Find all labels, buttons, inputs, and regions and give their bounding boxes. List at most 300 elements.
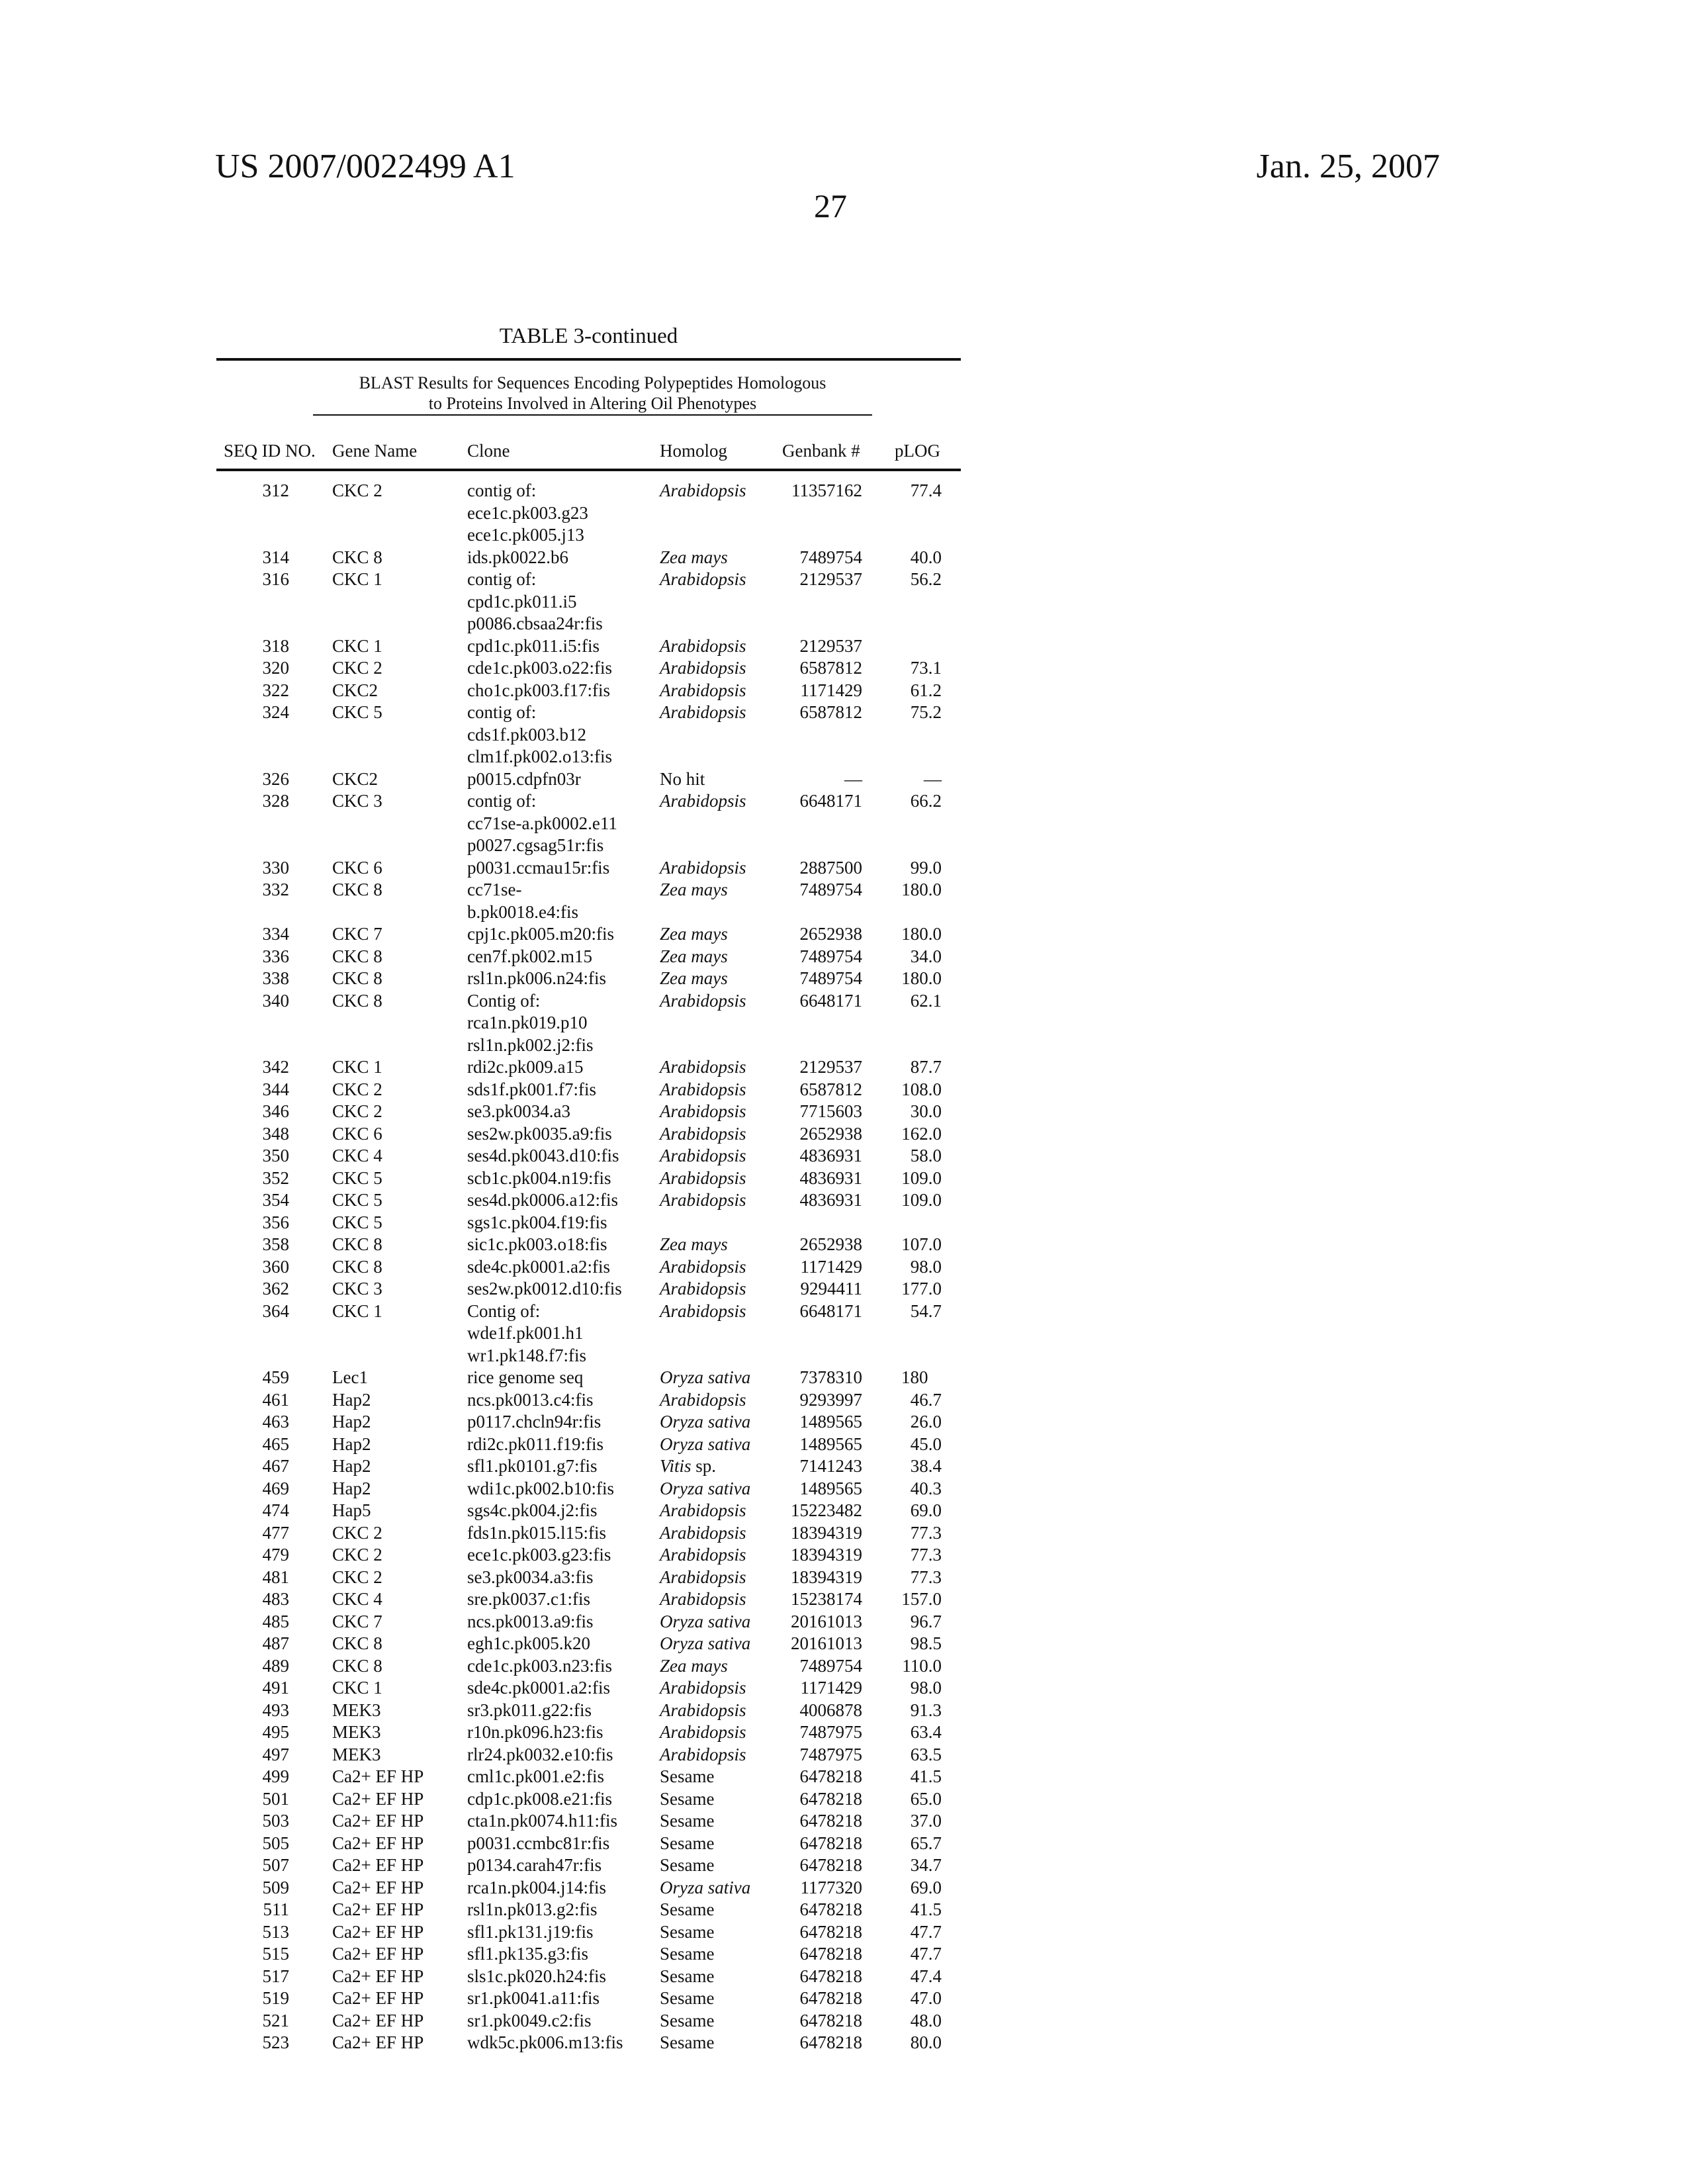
clone-line: ece1c.pk005.j13 (467, 524, 584, 547)
seq-id: 332 (218, 879, 289, 901)
genbank-number: 7715603 (761, 1101, 862, 1123)
homolog-text: Sesame (660, 1944, 714, 1964)
homolog-species: Oryza sativa (660, 1479, 750, 1498)
gene-name: CKC 6 (332, 857, 382, 880)
clone-line: cpj1c.pk005.m20:fis (467, 923, 614, 946)
homolog-text: Sesame (660, 1789, 714, 1809)
seq-id: 519 (218, 1987, 289, 2010)
gene-name: Ca2+ EF HP (332, 1766, 424, 1788)
homolog-species: Zea mays (660, 1656, 728, 1676)
gene-name: Ca2+ EF HP (332, 1987, 424, 2010)
clone-line: ses4d.pk0043.d10:fis (467, 1145, 619, 1167)
seq-id: 360 (218, 1256, 289, 1279)
homolog (660, 1145, 746, 1167)
clone-line: cds1f.pk003.b12 (467, 724, 586, 747)
seq-id: 322 (218, 680, 289, 702)
column-header-seq-id: SEQ ID NO. (224, 441, 316, 461)
clone-line: sds1f.pk001.f7:fis (467, 1079, 596, 1101)
table-top-rule (216, 358, 961, 361)
plog-value: 98.5 (873, 1633, 942, 1655)
seq-id: 511 (218, 1899, 289, 1921)
clone-line: Contig of: (467, 1300, 540, 1323)
column-header-genbank: Genbank # (782, 441, 860, 461)
genbank-number: 6648171 (761, 790, 862, 813)
genbank-number: 18394319 (761, 1567, 862, 1589)
plog-value: 96.7 (873, 1611, 942, 1633)
genbank-number: 1171429 (761, 1677, 862, 1700)
seq-id: 352 (218, 1167, 289, 1190)
plog-value: 41.5 (873, 1899, 942, 1921)
gene-name: CKC 2 (332, 480, 382, 502)
homolog (660, 1189, 746, 1212)
clone-line: cc71se- (467, 879, 521, 901)
genbank-number: 6478218 (761, 1833, 862, 1855)
homolog (660, 790, 746, 813)
genbank-number: 2652938 (761, 923, 862, 946)
genbank-number: 2129537 (761, 635, 862, 658)
homolog-text: Sesame (660, 1855, 714, 1875)
genbank-number: 2652938 (761, 1123, 862, 1146)
clone-line: p0086.cbsaa24r:fis (467, 613, 603, 635)
genbank-number: 4006878 (761, 1700, 862, 1722)
genbank-number: 6478218 (761, 1899, 862, 1921)
clone-line: ncs.pk0013.c4:fis (467, 1389, 593, 1412)
homolog-species: Arabidopsis (660, 1124, 746, 1144)
gene-name: CKC 2 (332, 1567, 382, 1589)
seq-id: 507 (218, 1854, 289, 1877)
homolog (660, 547, 728, 569)
clone-line: sde4c.pk0001.a2:fis (467, 1256, 610, 1279)
genbank-number: 7141243 (761, 1455, 862, 1478)
seq-id: 497 (218, 1744, 289, 1766)
homolog (660, 1788, 714, 1811)
caption-line-2: to Proteins Involved in Altering Oil Phenotypes (313, 393, 872, 414)
column-header-gene-name: Gene Name (332, 441, 417, 461)
plog-value: 34.7 (873, 1854, 942, 1877)
clone-line: wde1f.pk001.h1 (467, 1322, 583, 1345)
homolog (660, 1478, 750, 1500)
genbank-number: 4836931 (761, 1167, 862, 1190)
clone-line: sic1c.pk003.o18:fis (467, 1234, 607, 1256)
genbank-number: 9294411 (761, 1278, 862, 1300)
clone-line: sfl1.pk135.g3:fis (467, 1943, 588, 1966)
homolog-text: Sesame (660, 1833, 714, 1853)
genbank-number: 20161013 (761, 1611, 862, 1633)
homolog-species: Arabidopsis (660, 991, 746, 1011)
column-header-clone: Clone (467, 441, 510, 461)
plog-value: 54.7 (873, 1300, 942, 1323)
clone-line: wdi1c.pk002.b10:fis (467, 1478, 614, 1500)
gene-name: CKC 8 (332, 968, 382, 990)
clone-line: p0031.ccmbc81r:fis (467, 1833, 609, 1855)
homolog (660, 768, 705, 791)
homolog-species: Zea mays (660, 968, 728, 988)
gene-name: CKC 6 (332, 1123, 382, 1146)
genbank-number: 1489565 (761, 1433, 862, 1456)
genbank-number: 7489754 (761, 946, 862, 968)
gene-name: Ca2+ EF HP (332, 1921, 424, 1944)
homolog (660, 657, 746, 680)
homolog (660, 1899, 714, 1921)
homolog-text: sp. (691, 1456, 717, 1476)
homolog-text: Sesame (660, 1988, 714, 2008)
header-rule (216, 469, 961, 471)
genbank-number: 6478218 (761, 1943, 862, 1966)
clone-line: ses4d.pk0006.a12:fis (467, 1189, 618, 1212)
homolog-species: Zea mays (660, 880, 728, 899)
plog-value: 61.2 (873, 680, 942, 702)
plog-value: 99.0 (873, 857, 942, 880)
genbank-number: 7489754 (761, 879, 862, 901)
seq-id: 499 (218, 1766, 289, 1788)
homolog-species: Arabidopsis (660, 1567, 746, 1587)
homolog-text: Sesame (660, 2032, 714, 2052)
plog-value: 108.0 (873, 1079, 942, 1101)
plog-value: 180 (901, 1367, 928, 1389)
seq-id: 479 (218, 1544, 289, 1567)
genbank-number: 2129537 (761, 569, 862, 591)
seq-id: 312 (218, 480, 289, 502)
genbank-number: 15238174 (761, 1588, 862, 1611)
genbank-number: 6478218 (761, 1854, 862, 1877)
plog-value: 48.0 (873, 2010, 942, 2032)
genbank-number: 6478218 (761, 1921, 862, 1944)
clone-line: cc71se-a.pk0002.e11 (467, 813, 617, 835)
gene-name: Ca2+ EF HP (332, 1854, 424, 1877)
gene-name: CKC 8 (332, 946, 382, 968)
homolog-species: Arabidopsis (660, 791, 746, 811)
homolog-text: Sesame (660, 2011, 714, 2030)
seq-id: 326 (218, 768, 289, 791)
homolog-text: Sesame (660, 1766, 714, 1786)
homolog-species: Arabidopsis (660, 858, 746, 878)
publication-number: US 2007/0022499 A1 (215, 147, 515, 186)
gene-name: CKC 1 (332, 1677, 382, 1700)
plog-value: 38.4 (873, 1455, 942, 1478)
homolog (660, 569, 746, 591)
homolog-species: Arabidopsis (660, 1257, 746, 1277)
genbank-number: 6587812 (761, 702, 862, 724)
homolog (660, 1567, 746, 1589)
seq-id: 461 (218, 1389, 289, 1412)
gene-name: CKC 7 (332, 923, 382, 946)
seq-id: 465 (218, 1433, 289, 1456)
gene-name: Ca2+ EF HP (332, 1899, 424, 1921)
clone-line: sde4c.pk0001.a2:fis (467, 1677, 610, 1700)
homolog-species: Vitis (660, 1456, 691, 1476)
genbank-number: 20161013 (761, 1633, 862, 1655)
homolog (660, 1677, 746, 1700)
clone-line: cde1c.pk003.o22:fis (467, 657, 612, 680)
seq-id: 348 (218, 1123, 289, 1146)
homolog-species: Oryza sativa (660, 1878, 750, 1897)
plog-value: 65.0 (873, 1788, 942, 1811)
homolog (660, 1455, 716, 1478)
plog-value: 62.1 (873, 990, 942, 1013)
plog-value: 41.5 (873, 1766, 942, 1788)
clone-line: sr1.pk0049.c2:fis (467, 2010, 591, 2032)
seq-id: 338 (218, 968, 289, 990)
homolog-species: Arabidopsis (660, 1168, 746, 1188)
clone-line: ids.pk0022.b6 (467, 547, 568, 569)
homolog-species: Arabidopsis (660, 1101, 746, 1121)
genbank-number: 6478218 (761, 1987, 862, 2010)
gene-name: CKC 7 (332, 1611, 382, 1633)
clone-line: Contig of: (467, 990, 540, 1013)
seq-id: 495 (218, 1721, 289, 1744)
homolog (660, 1278, 746, 1300)
genbank-number: 2129537 (761, 1056, 862, 1079)
seq-id: 459 (218, 1367, 289, 1389)
plog-value: 47.0 (873, 1987, 942, 2010)
plog-value: 66.2 (873, 790, 942, 813)
plog-value: 77.3 (873, 1522, 942, 1545)
homolog (660, 480, 746, 502)
seq-id: 501 (218, 1788, 289, 1811)
homolog-species: Zea mays (660, 924, 728, 944)
homolog (660, 879, 728, 901)
seq-id: 340 (218, 990, 289, 1013)
homolog (660, 1300, 746, 1323)
seq-id: 521 (218, 2010, 289, 2032)
genbank-number: 6587812 (761, 1079, 862, 1101)
plog-value: — (873, 768, 942, 791)
gene-name: CKC 8 (332, 990, 382, 1013)
clone-line: ncs.pk0013.a9:fis (467, 1611, 593, 1633)
seq-id: 354 (218, 1189, 289, 1212)
homolog-species: Arabidopsis (660, 1745, 746, 1764)
plog-value: 46.7 (873, 1389, 942, 1412)
gene-name: Lec1 (332, 1367, 368, 1389)
homolog (660, 1234, 728, 1256)
homolog (660, 1522, 746, 1545)
seq-id: 362 (218, 1278, 289, 1300)
clone-line: egh1c.pk005.k20 (467, 1633, 590, 1655)
clone-line: contig of: (467, 702, 536, 724)
homolog-species: Arabidopsis (660, 1678, 746, 1698)
plog-value: 180.0 (873, 968, 942, 990)
seq-id: 469 (218, 1478, 289, 1500)
gene-name: CKC 8 (332, 1256, 382, 1279)
seq-id: 491 (218, 1677, 289, 1700)
plog-value: 63.4 (873, 1721, 942, 1744)
clone-line: cta1n.pk0074.h11:fis (467, 1810, 617, 1833)
homolog-species: Zea mays (660, 946, 728, 966)
genbank-number: 1171429 (761, 1256, 862, 1279)
homolog-species: Arabidopsis (660, 1146, 746, 1165)
genbank-number: 6478218 (761, 2010, 862, 2032)
homolog-species: Arabidopsis (660, 480, 746, 500)
homolog (660, 1966, 714, 1988)
homolog (660, 1500, 746, 1522)
clone-line: rca1n.pk019.p10 (467, 1012, 587, 1034)
homolog-species: Oryza sativa (660, 1612, 750, 1631)
clone-line: contig of: (467, 480, 536, 502)
genbank-number: 1489565 (761, 1411, 862, 1433)
plog-value: 110.0 (873, 1655, 942, 1678)
seq-id: 485 (218, 1611, 289, 1633)
plog-value: 157.0 (873, 1588, 942, 1611)
homolog (660, 1854, 714, 1877)
homolog-species: Arabidopsis (660, 1545, 746, 1565)
clone-line: ece1c.pk003.g23 (467, 502, 588, 525)
clone-line: rlr24.pk0032.e10:fis (467, 1744, 613, 1766)
gene-name: CKC 2 (332, 1544, 382, 1567)
gene-name: Hap2 (332, 1455, 371, 1478)
plog-value: 26.0 (873, 1411, 942, 1433)
clone-line: cen7f.pk002.m15 (467, 946, 592, 968)
homolog (660, 702, 746, 724)
seq-id: 505 (218, 1833, 289, 1855)
genbank-number: 7489754 (761, 1655, 862, 1678)
seq-id: 483 (218, 1588, 289, 1611)
caption-line-1: BLAST Results for Sequences Encoding Polypeptides Homologous (313, 373, 872, 393)
table-title: TABLE 3-continued (216, 324, 961, 349)
gene-name: MEK3 (332, 1721, 381, 1744)
gene-name: Hap2 (332, 1389, 371, 1412)
homolog-species: Arabidopsis (660, 569, 746, 589)
homolog-text: Sesame (660, 1922, 714, 1942)
plog-value: 80.0 (873, 2032, 942, 2054)
homolog-species: Arabidopsis (660, 1700, 746, 1720)
seq-id: 342 (218, 1056, 289, 1079)
homolog-species: Oryza sativa (660, 1412, 750, 1432)
homolog (660, 1987, 714, 2010)
clone-line: cde1c.pk003.n23:fis (467, 1655, 612, 1678)
genbank-number: 6478218 (761, 1788, 862, 1811)
gene-name: MEK3 (332, 1700, 381, 1722)
clone-line: sls1c.pk020.h24:fis (467, 1966, 606, 1988)
clone-line: p0031.ccmau15r:fis (467, 857, 609, 880)
seq-id: 320 (218, 657, 289, 680)
gene-name: CKC 8 (332, 879, 382, 901)
plog-value: 98.0 (873, 1677, 942, 1700)
homolog-species: Oryza sativa (660, 1633, 750, 1653)
genbank-number: 2652938 (761, 1234, 862, 1256)
genbank-number: 18394319 (761, 1544, 862, 1567)
clone-line: se3.pk0034.a3 (467, 1101, 570, 1123)
homolog (660, 1079, 746, 1101)
genbank-number: 2887500 (761, 857, 862, 880)
gene-name: Ca2+ EF HP (332, 1943, 424, 1966)
seq-id: 474 (218, 1500, 289, 1522)
genbank-number: 6478218 (761, 1966, 862, 1988)
homolog (660, 990, 746, 1013)
gene-name: CKC 1 (332, 569, 382, 591)
plog-value: 180.0 (873, 923, 942, 946)
genbank-number: 15223482 (761, 1500, 862, 1522)
clone-line: sr1.pk0041.a11:fis (467, 1987, 600, 2010)
homolog (660, 635, 746, 658)
plog-value: 58.0 (873, 1145, 942, 1167)
plog-value: 107.0 (873, 1234, 942, 1256)
plog-value: 37.0 (873, 1810, 942, 1833)
genbank-number: 7487975 (761, 1744, 862, 1766)
gene-name: Ca2+ EF HP (332, 1877, 424, 1899)
gene-name: Ca2+ EF HP (332, 1833, 424, 1855)
gene-name: Ca2+ EF HP (332, 2032, 424, 2054)
homolog (660, 1389, 746, 1412)
clone-line: wr1.pk148.f7:fis (467, 1345, 586, 1367)
plog-value: 40.0 (873, 547, 942, 569)
gene-name: CKC 3 (332, 1278, 382, 1300)
seq-id: 318 (218, 635, 289, 658)
clone-line: ece1c.pk003.g23:fis (467, 1544, 611, 1567)
homolog-species: Arabidopsis (660, 1589, 746, 1609)
seq-id: 513 (218, 1921, 289, 1944)
seq-id: 336 (218, 946, 289, 968)
table-caption (313, 373, 872, 414)
homolog (660, 1367, 750, 1389)
clone-line: cml1c.pk001.e2:fis (467, 1766, 604, 1788)
plog-value: 77.3 (873, 1567, 942, 1589)
homolog-species: Arabidopsis (660, 1722, 746, 1742)
clone-line: contig of: (467, 790, 536, 813)
seq-id: 328 (218, 790, 289, 813)
clone-line: cdp1c.pk008.e21:fis (467, 1788, 612, 1811)
gene-name: Hap2 (332, 1478, 371, 1500)
gene-name: CKC 1 (332, 1056, 382, 1079)
homolog-text: No hit (660, 769, 705, 789)
homolog-species: Arabidopsis (660, 680, 746, 700)
homolog-species: Oryza sativa (660, 1434, 750, 1454)
homolog (660, 1766, 714, 1788)
clone-line: rsl1n.pk013.g2:fis (467, 1899, 598, 1921)
clone-line: sre.pk0037.c1:fis (467, 1588, 590, 1611)
homolog (660, 1655, 728, 1678)
plog-value: 69.0 (873, 1877, 942, 1899)
genbank-number: 6478218 (761, 1810, 862, 1833)
homolog (660, 1921, 714, 1944)
homolog (660, 1877, 750, 1899)
clone-line: rsl1n.pk002.j2:fis (467, 1034, 594, 1057)
page-number: 27 (781, 187, 880, 225)
gene-name: CKC 2 (332, 1522, 382, 1545)
genbank-number: 6587812 (761, 657, 862, 680)
clone-line: b.pk0018.e4:fis (467, 901, 578, 924)
genbank-number: 6478218 (761, 2032, 862, 2054)
homolog (660, 1588, 746, 1611)
gene-name: CKC 2 (332, 1079, 382, 1101)
homolog (660, 857, 746, 880)
homolog-species: Arabidopsis (660, 1190, 746, 1210)
genbank-number: 11357162 (761, 480, 862, 502)
caption-underline (313, 414, 872, 416)
clone-line: sgs1c.pk004.f19:fis (467, 1212, 607, 1234)
gene-name: Ca2+ EF HP (332, 1788, 424, 1811)
plog-value: 63.5 (873, 1744, 942, 1766)
plog-value: 180.0 (873, 879, 942, 901)
homolog (660, 1167, 746, 1190)
seq-id: 314 (218, 547, 289, 569)
homolog-species: Zea mays (660, 1234, 728, 1254)
gene-name: CKC 5 (332, 1167, 382, 1190)
seq-id: 346 (218, 1101, 289, 1123)
clone-line: sr3.pk011.g22:fis (467, 1700, 592, 1722)
plog-value: 109.0 (873, 1167, 942, 1190)
gene-name: CKC 5 (332, 1189, 382, 1212)
clone-line: fds1n.pk015.l15:fis (467, 1522, 606, 1545)
homolog (660, 1810, 714, 1833)
seq-id: 477 (218, 1522, 289, 1545)
clone-line: ses2w.pk0035.a9:fis (467, 1123, 612, 1146)
column-header-homolog: Homolog (660, 441, 727, 461)
homolog-species: Arabidopsis (660, 636, 746, 656)
plog-value: 40.3 (873, 1478, 942, 1500)
plog-value: 87.7 (873, 1056, 942, 1079)
homolog (660, 1633, 750, 1655)
plog-value: 177.0 (873, 1278, 942, 1300)
